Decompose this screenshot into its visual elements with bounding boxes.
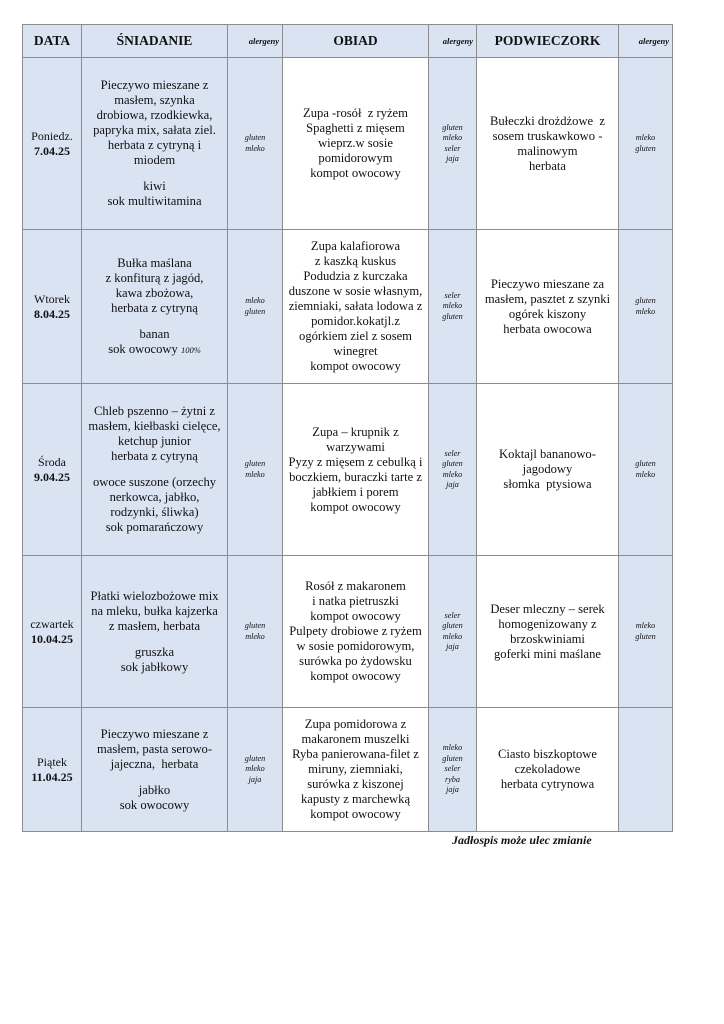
- breakfast-line: masłem, pasta serowo-: [96, 741, 213, 756]
- allergen-item: mleko: [442, 301, 463, 311]
- lunch-line: jabłkiem i porem: [312, 484, 399, 499]
- day-name: Piątek: [37, 754, 67, 769]
- allergen-item: gluten: [442, 122, 463, 132]
- lunch-allergens-cell: [429, 556, 477, 708]
- lunch-line: Rosół z makaronem: [305, 579, 406, 593]
- lunch-line: kompot owocowy: [310, 807, 401, 821]
- snack-cell: [477, 58, 619, 230]
- lunch-line: surówka z kiszonej: [307, 777, 404, 791]
- day-cell: [23, 556, 82, 708]
- lunch-line: kompot owocowy: [310, 166, 401, 180]
- lunch-line: duszone w sosie własnym,: [288, 284, 423, 298]
- allergen-item: seler: [444, 143, 461, 153]
- lunch-line: kompot owocowy: [310, 499, 401, 514]
- allergen-item: mleko: [442, 133, 463, 142]
- lunch-line: kompot owocowy: [310, 609, 401, 623]
- day-row: [23, 58, 673, 230]
- breakfast-line: sok pomarańczowy: [105, 520, 204, 534]
- snack-allergens-cell: [619, 556, 673, 708]
- breakfast-line: ketchup junior: [117, 434, 192, 448]
- allergen-item: mleko: [635, 133, 656, 142]
- day-row: [23, 556, 673, 708]
- allergen-item: jaja: [446, 154, 459, 163]
- breakfast-allergens-cell: [228, 556, 283, 708]
- day-cell: [23, 58, 82, 230]
- snack-cell: [477, 708, 619, 832]
- lunch-line: i natka pietruszki: [312, 594, 399, 608]
- day-cell: [23, 708, 82, 832]
- breakfast-line: miodem: [133, 153, 176, 167]
- allergen-item: mleko: [245, 469, 265, 479]
- snack-line: Pieczywo mieszane za: [490, 276, 605, 291]
- breakfast-line: sok owocowy: [119, 797, 190, 812]
- allergen-item: mleko: [442, 743, 463, 753]
- breakfast-line: papryka mix, sałata ziel.: [93, 123, 216, 137]
- header-allergens: alergeny: [619, 25, 673, 58]
- lunch-line: Zupa kalafiorowa: [310, 239, 401, 253]
- snack-line: brzoskwiniami: [510, 631, 585, 646]
- breakfast-line: na mleku, bułka kajzerka: [91, 603, 218, 618]
- breakfast-line: kiwi: [143, 179, 166, 193]
- lunch-line: Zupa -rosół z ryżem: [303, 106, 408, 120]
- allergen-item: mleko: [245, 296, 265, 305]
- allergen-item: gluten: [244, 621, 266, 630]
- breakfast-line: Pieczywo mieszane z: [100, 78, 209, 92]
- menu-change-note: Jadłospis może ulec zmianie: [452, 833, 592, 847]
- lunch-allergens-cell: [429, 708, 477, 832]
- lunch-line: Pulpety drobiowe z ryżem: [289, 624, 422, 638]
- snack-line: jagodowy: [522, 462, 573, 476]
- day-row: [23, 708, 673, 832]
- allergen-item: gluten: [244, 306, 266, 316]
- lunch-line: Podudzia z kurczaka: [303, 269, 408, 283]
- spacer: [82, 168, 227, 179]
- allergen-item: mleko: [245, 631, 265, 641]
- snack-line: goferki mini maślane: [493, 646, 602, 661]
- allergen-item: mleko: [245, 764, 265, 774]
- allergen-item: mleko: [442, 631, 463, 641]
- breakfast-line: rodzynki, śliwka): [110, 505, 199, 519]
- allergen-item: gluten: [635, 296, 656, 305]
- breakfast-line: herbata z cytryną: [111, 300, 198, 315]
- breakfast-line: Bułka maślana: [117, 255, 192, 270]
- lunch-line: ziemniaki, sałata lodowa z: [288, 299, 423, 313]
- breakfast-cell: [82, 708, 228, 832]
- breakfast-line: herbata z cytryną: [111, 449, 198, 463]
- snack-line: Bułeczki drożdżowe z: [489, 113, 606, 128]
- lunch-line: kompot owocowy: [310, 669, 401, 683]
- allergen-item: jaja: [446, 480, 459, 489]
- snack-line: homogenizowany z: [498, 616, 597, 631]
- allergen-item: gluten: [442, 753, 463, 763]
- allergen-item: jaja: [248, 774, 262, 784]
- lunch-line: Spaghetti z mięsem: [306, 121, 405, 135]
- snack-allergens-cell: [619, 384, 673, 556]
- header-snack: PODWIECZORK: [477, 25, 619, 58]
- breakfast-cell: [82, 384, 228, 556]
- breakfast-cell: [82, 556, 228, 708]
- breakfast-allergens-cell: [228, 58, 283, 230]
- breakfast-cell: [82, 230, 228, 384]
- breakfast-line: gruszka: [134, 644, 175, 659]
- snack-line: masłem, pasztet z szynki: [484, 291, 611, 306]
- allergen-item: mleko: [442, 469, 463, 479]
- lunch-line: Pyzy z mięsem z cebulką i: [288, 454, 423, 469]
- header-allergens: alergeny: [228, 25, 283, 58]
- lunch-allergens-cell: [429, 384, 477, 556]
- allergen-item: gluten: [635, 631, 656, 641]
- breakfast-line: Płatki wielozbożowe mix: [90, 588, 219, 603]
- snack-line: czekoladowe: [514, 762, 581, 776]
- snack-allergens-cell: [619, 708, 673, 832]
- breakfast-line: kawa zbożowa,: [115, 285, 194, 300]
- day-date: 7.04.25: [34, 143, 70, 158]
- lunch-allergens-cell: [429, 58, 477, 230]
- spacer: [82, 634, 227, 645]
- lunch-line: z kaszką kuskus: [314, 254, 397, 268]
- snack-line: ogórek kiszony: [508, 306, 587, 321]
- allergen-item: gluten: [635, 143, 656, 153]
- breakfast-line: sok owocowy 100%: [108, 341, 201, 356]
- allergen-item: mleko: [635, 469, 656, 479]
- breakfast-line: Pieczywo mieszane z: [100, 726, 209, 741]
- lunch-line: winegret: [333, 344, 378, 358]
- allergen-item: jaja: [446, 642, 459, 651]
- day-date: 9.04.25: [34, 469, 70, 484]
- day-row: [23, 384, 673, 556]
- breakfast-line: herbata z cytryną i: [107, 138, 202, 152]
- allergen-item: seler: [444, 448, 461, 458]
- snack-line: herbata owocowa: [503, 321, 592, 336]
- snack-cell: [477, 230, 619, 384]
- lunch-line: Zupa – krupnik z: [312, 424, 399, 439]
- lunch-cell: [283, 230, 429, 384]
- snack-cell: [477, 556, 619, 708]
- allergen-item: mleko: [635, 306, 656, 316]
- lunch-cell: [283, 708, 429, 832]
- lunch-line: makaronem muszelki: [301, 732, 410, 746]
- lunch-line: surówka po żydowsku: [299, 654, 412, 668]
- breakfast-line: owoce suszone (orzechy: [92, 475, 217, 489]
- snack-line: malinowym: [517, 143, 578, 158]
- day-date: 10.04.25: [31, 631, 73, 646]
- header-lunch: OBIAD: [283, 25, 429, 58]
- snack-line: słomka ptysiowa: [503, 477, 592, 491]
- day-row: [23, 230, 673, 384]
- lunch-cell: [283, 384, 429, 556]
- header-row: [23, 25, 673, 58]
- snack-allergens-cell: [619, 58, 673, 230]
- lunch-line: Zupa pomidorowa z: [304, 717, 407, 731]
- day-name: Środa: [38, 454, 66, 469]
- header-allergens: alergeny: [429, 25, 477, 58]
- breakfast-cell: [82, 58, 228, 230]
- allergen-item: mleko: [245, 143, 265, 153]
- breakfast-line: sok multiwitamina: [107, 194, 202, 208]
- spacer: [82, 316, 227, 327]
- snack-line: herbata cytrynowa: [500, 777, 595, 791]
- snack-line: sosem truskawkowo -: [492, 128, 603, 143]
- lunch-line: miruny, ziemniaki,: [308, 762, 403, 776]
- day-date: 8.04.25: [34, 306, 70, 321]
- header-date: DATA: [23, 25, 82, 58]
- allergen-item: seler: [444, 610, 461, 620]
- breakfast-line: masłem, szynka: [114, 93, 195, 107]
- day-date: 11.04.25: [31, 769, 73, 784]
- lunch-line: Ryba panierowana-filet z: [292, 747, 419, 761]
- breakfast-line: z konfiturą z jagód,: [105, 270, 204, 285]
- allergen-item: gluten: [244, 459, 266, 468]
- breakfast-line: z masłem, herbata: [108, 618, 201, 633]
- breakfast-allergens-cell: [228, 708, 283, 832]
- lunch-cell: [283, 58, 429, 230]
- allergen-item: ryba: [444, 774, 460, 784]
- lunch-line: wieprz.w sosie: [318, 136, 393, 150]
- day-name: Poniedz.: [31, 128, 73, 143]
- breakfast-line: masłem, kiełbaski cielęce,: [88, 419, 221, 433]
- header-breakfast: ŚNIADANIE: [82, 25, 228, 58]
- breakfast-line: nerkowca, jabłko,: [109, 490, 200, 504]
- lunch-line: pomidorowym: [318, 151, 393, 165]
- menu-table: [22, 24, 673, 832]
- allergen-item: jaja: [446, 785, 459, 795]
- lunch-line: pomidor.kokatjl.z: [311, 314, 400, 328]
- snack-allergens-cell: [619, 230, 673, 384]
- breakfast-line: jajeczna, herbata: [110, 756, 199, 771]
- spacer: [82, 464, 227, 475]
- day-name: czwartek: [30, 616, 74, 631]
- snack-line: Deser mleczny – serek: [490, 601, 605, 616]
- allergen-item: gluten: [442, 311, 463, 321]
- day-cell: [23, 384, 82, 556]
- lunch-line: kompot owocowy: [310, 359, 401, 373]
- allergen-item: gluten: [442, 621, 463, 630]
- lunch-line: warzywami: [326, 439, 385, 454]
- day-name: Wtorek: [34, 291, 70, 306]
- lunch-line: ogórkiem ziel z sosem: [299, 329, 412, 343]
- snack-cell: [477, 384, 619, 556]
- snack-line: Ciasto biszkoptowe: [498, 747, 597, 761]
- snack-line: Koktajl bananowo-: [499, 447, 596, 461]
- breakfast-line: drobiowa, rzodkiewka,: [96, 108, 213, 122]
- allergen-item: gluten: [635, 459, 656, 468]
- breakfast-line-note: 100%: [180, 344, 201, 355]
- spacer: [82, 772, 227, 783]
- lunch-line: boczkiem, buraczki tarte z: [289, 469, 422, 484]
- lunch-allergens-cell: [429, 230, 477, 384]
- breakfast-line: jabłko: [138, 782, 171, 797]
- allergen-item: mleko: [635, 621, 656, 630]
- breakfast-allergens-cell: [228, 384, 283, 556]
- snack-line: herbata: [528, 158, 567, 173]
- allergen-item: gluten: [442, 459, 463, 468]
- day-cell: [23, 230, 82, 384]
- breakfast-line: sok jabłkowy: [120, 659, 189, 674]
- lunch-cell: [283, 556, 429, 708]
- lunch-line: kapusty z marchewką: [300, 792, 411, 806]
- breakfast-line: banan: [139, 326, 170, 341]
- lunch-line: w sosie pomidorowym,: [296, 639, 415, 653]
- breakfast-line: Chleb pszenno – żytni z: [93, 404, 215, 418]
- allergen-item: seler: [444, 290, 461, 300]
- allergen-item: seler: [444, 764, 461, 774]
- allergen-item: gluten: [244, 133, 266, 142]
- allergen-item: gluten: [244, 753, 266, 763]
- breakfast-allergens-cell: [228, 230, 283, 384]
